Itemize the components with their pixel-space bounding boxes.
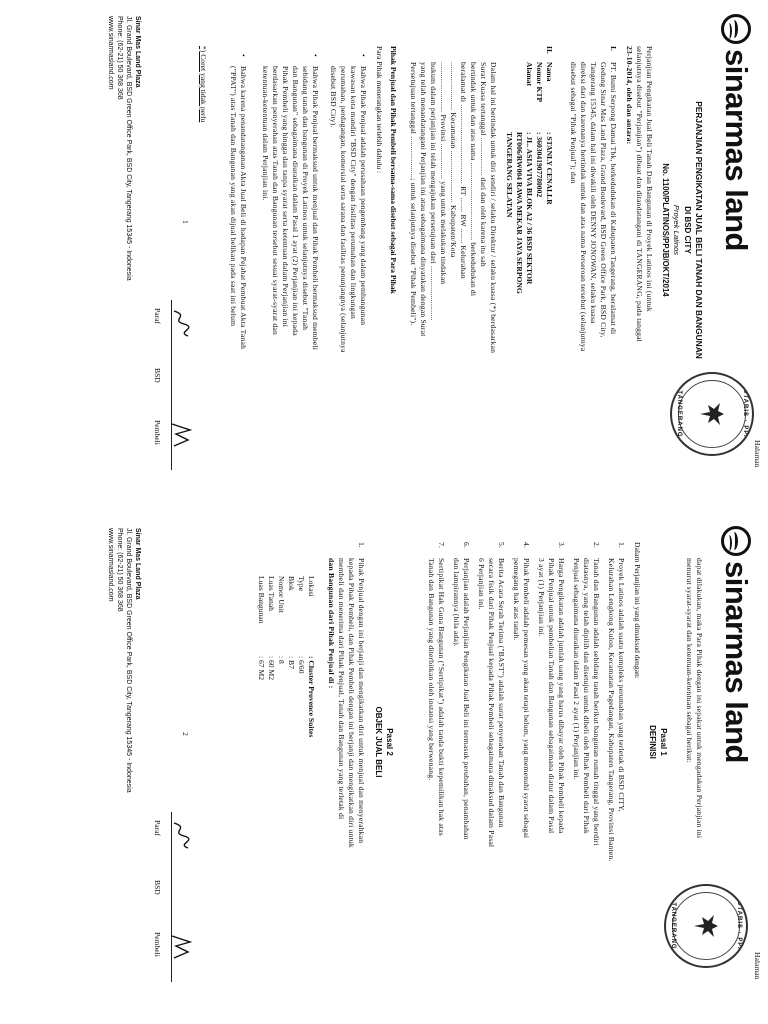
object-paragraph [326,558,366,972]
object-line: Pihak Penjual dengan ini berjanji dan mengikatkan diri untuk menjual dan menyerahkan [357,558,366,844]
article-2-title: Pasal 2 [385,728,394,756]
recitals-intro: Para Pihak menerangkan terlebih dahulu : [375,46,384,174]
definition-line: pemegang hak atas tanah. [512,558,521,641]
recital-line: Bahwa Pihak Penjual adalah perusahaan pengembang yang dalam pembangunan [359,66,368,326]
object-line: membeli dan menerima dari Pihak Penjual, Tanah dan Bangunan yang terletak di [337,558,346,820]
initial-signature-icon [168,308,194,338]
object-line: kepada Pihak Pembeli, dan Pihak Pembeli dengan ini berjanji dan mengikatkan diri untuk [347,558,356,848]
definition-item [426,542,446,972]
recital-line: ketentuan-ketentuan dalam Perjanjian ini. [261,66,270,201]
page-header-label: Halaman [753,952,762,980]
document-page-2 [0,512,768,1024]
initial-signature-icon [168,820,194,850]
definition-number: 2. [592,542,601,549]
party-2-line: beralamat di ...................................... RT ....... RW ....... Kelurahan [459,62,468,279]
definition-line: secara fisik dari Pihak Penjual kepada Pihak Pembeli sebagaimana dimaksud dalam Pasal [487,558,496,848]
footer-line: Phone: (62-21) 50 368 368 [116,528,123,612]
recital-line: dan Bangunan" sebagaimana diuraikan dalam Pasal 1 ayat (2) Perjanjian ini kepada [291,66,300,336]
object-field-label: Nomor Unit [277,576,286,613]
document-title: PERJANJIAN PENGIKATAN JUAL BELI TANAH DAN BANGUNAN [694,101,704,359]
intro-line: menurut syarat-syarat dan ketentuan-ketentuan sebagai berikut: [685,558,694,763]
footer-line: Jl. Grand Boulevard, BSD Green Office Park, BSD City, Tangerang 15345 - Indonesia [125,16,132,281]
buyer-signature-icon [168,932,194,962]
signature-block-buyer [150,420,168,445]
company-logo [718,14,754,251]
definition-item [571,542,601,972]
field-value: RT006/RW004 RAWA MEKAR JAYA SERPONG [515,132,524,294]
definition-line: Berita Acara Serah Terima ("BAST") adalah surat penyerahan Tanah dan Bangunan [497,558,506,828]
seal-bottom-text: TANGERANG [676,390,682,438]
recital-line: perumahan, perdagangan, komersial serta sarana dan fasilitas penunjangnya (selanjutnya [339,66,348,353]
footer-line: www.sinarmasland.com [107,528,114,602]
logo-text: sinarmas land [719,49,754,251]
definition-line: Pihak Penjual untuk pembelian Tanah dan Bangunan sebagaimana diatur dalam Pasal [547,558,556,834]
party-1-line: direksi dari dan karenanya bertindak untuk dan atas nama Perseroan tersebut (selanjutnya [579,62,588,352]
field-label: Alamat [525,62,534,87]
article-1-title: Pasal 1 [659,728,668,756]
footer-line: Sinar Mas Land Plaza [134,528,141,600]
definition-line: Pihak Pembeli adalah pemesan yang akan tetapi belum, yang memenuhi syarat sebagai [522,558,531,839]
signature-label: BSD [153,368,162,383]
object-field-value: : 67 M2 [257,656,266,681]
object-field-value: : Cluster Provence Suites [307,656,316,738]
party-2-line: Dalam hal ini bertindak untuk diri sendiri / selaku Direktur / selaku kuasa (*) berdasarkan [489,62,498,354]
recital-3 [228,66,248,462]
party-1-line: Gedung Sinar Mas Land Plaza, Grand Boulevard, BSD Green Office Park, BSD City, [599,62,608,338]
bullet-icon: • [359,54,368,57]
definition-line: 3 ayat (1) Perjanjian ini. [537,558,546,637]
definition-line: Perjanjian adalah Perjanjian Pengikatan Jual Beli ini termasuk perubahan, penambahan [462,558,471,840]
sinarmas-logo-icon [721,526,751,556]
page-footer [106,16,142,456]
object-line: dan Bangunan dari Pihak Penjual di : [327,558,336,689]
field-label [504,62,514,132]
bullet-icon: • [311,54,320,57]
garuda-emblem-icon [691,913,721,939]
field-value: : STANLY CENALLR [545,132,554,205]
party-2-identity [504,62,554,462]
definition-line: diatasnya, yang telah dipilih dan disetujui untuk dibeli oleh Pihak Pembeli dari Pihak [582,558,591,834]
object-field-label: Blok [287,576,296,591]
page-number: 1 [181,220,190,224]
document-number: No. 1100/PLATINOS/PPJB/OKT/2014 [661,163,670,297]
definition-item [606,542,626,972]
intro-line: Perjanjian Pengikatan Jual Beli Tanah Dan Bangunan di Proyek Latinos ini (untuk [645,46,654,312]
intro-paragraph [624,46,654,466]
recital-line: berdasarkan penyerahan atas Tanah dan Bangunan tersebut sesuai syarat-syarat dan [271,66,280,335]
signature-block-bsd [150,368,168,383]
object-field-label: Lokasi [307,576,316,597]
intro-line: 23-10-2014, oleh dan antara: [625,46,634,145]
definition-line: Sertipikat Hak Guna Bangunan ("Sertipikat") adalah tanda bukti kepemilikan hak atas [437,558,446,836]
definition-line: Harga Pengikatan adalah jumlah uang yang harus dibayar oleh Pihak Pembeli kepada [557,558,566,834]
field-value: TANGERANG SELATAN [505,132,514,218]
signature-block-paraf [150,308,168,324]
definitions-list [421,542,626,972]
party-1-paragraph [568,62,618,462]
definition-line: Penjual sebagaimana diuraikan dalam Pasal 2 ayat (1) Perjanjian ini. [572,558,581,780]
field-label: Nama [545,62,554,82]
article-1-subtitle: DEFINISI [648,725,657,759]
object-field-label: Luas Bangunan [257,576,266,624]
object-field-value: : 8 [277,656,286,664]
party-2-line: Surat Kuasa tertanggal .................. dari dan oleh karena itu sah [479,62,488,267]
party-2-line: ........................ Provinsi ................. yang untuk melakukan tindakan [439,62,448,285]
definition-number: 5. [497,542,506,549]
article-2-item-number: 1. [357,542,366,548]
party-number-1: I. [609,46,618,51]
footer-line: Phone: (62-21) 50 368 368 [116,16,123,100]
buyer-signature-icon [168,420,194,450]
footer-line: Jl. Grand Boulevard, BSD Green Office Park, BSD City, Tangerang 15345 - Indonesia [125,528,132,793]
object-field-label: Luas Tanah [267,576,276,611]
recital-line: Pihak Pembeli yang hingga dan tanpa syarat serta ketentuan dalam Perjanjian ini [281,66,290,328]
definition-line: Tanah dan Bangunan adalah sebidang tanah berikut bangunan rumah tinggal yang berdiri [592,558,601,846]
page-footer [106,528,142,968]
party-1-line: PT. Bumi Serpong Damai Tbk, berkedudukan di Kabupaten Tangerang, beralamat di [609,62,618,335]
notary-seal-stamp [670,372,754,456]
signature-label: Paraf [153,820,162,837]
footnote: *) Coret yang tidak perlu [199,46,208,123]
field-value: : JL. ASIA VIVA BLOK A2 / 36 BSD SEKTOR [525,132,534,285]
bullet-icon: • [239,54,248,57]
definition-number: 3. [557,542,566,549]
party-2-line: bertindak untuk dan atas nama ..................................... berkedudukan di [469,62,478,297]
recital-line: Bahwa Pihak Penjual bermaksud untuk menjual dan Pihak Pembeli bermaksud membeli [311,66,320,351]
seal-bottom-text: TANGERANG [670,902,676,950]
page-2-content [0,512,768,1024]
field-label [514,62,524,132]
intro-paragraph [684,558,704,878]
definition-line: 6 Perjanjian ini. [477,558,486,610]
company-logo [718,526,754,763]
footer-line: www.sinarmasland.com [107,16,114,90]
seal-top-text: NOTARIS · PPAT [736,895,742,957]
project-name: Proyek Latinos [672,204,681,256]
recital-2 [260,66,320,462]
seal-top-text: NOTARIS · PPAT [742,383,748,445]
recital-line: ("PPAT") atas Tanah dan Bangunan yang akan dijual belikan pada saat ini belum [229,66,238,327]
definition-number: 6. [462,542,471,549]
signature-label: BSD [153,880,162,895]
parties-agreement-line: Pihak Penjual dan Pihak Pembeli bersama-sama disebut sebagai Para Pihak [389,46,398,294]
party-1-line: Tangerang 15345, dalam hal ini diwakili oleh DENNY JONOWAN, selaku kuasa [589,62,598,324]
definition-number: 4. [522,542,531,549]
signature-block-paraf [150,820,168,836]
page-header-label: Halaman [753,440,762,468]
definition-number: 1. [617,542,626,549]
object-field-value: : 6/60 [297,656,306,674]
object-field-value: : 60 M2 [267,656,276,681]
definition-item [451,542,471,972]
recital-line: Bahwa karena penandatanganan Akta Jual Beli di hadapan Pejabat Pembuat Akta Tanah [239,66,248,350]
footer-line: Sinar Mas Land Plaza [134,16,141,88]
intro-line: dapat dilakukan, maka Para Pihak dengan ini sepakat untuk mengadakan Perjanjian ini [695,558,704,839]
party-2-line: yang telah menandatangani Perjanjian ini atau sebagaimana dinyatakan dengan Surat [419,62,428,337]
definition-line: Tanah dan Bangunan yang diterbitkan oleh instansi yang berwenang. [427,558,436,781]
definition-line: dan lampirannya (bila ada). [452,558,461,647]
definition-line: Proyek Latinos adalah suatu kompleks perumahan yang terletak di BSD CITY, [617,558,626,812]
signature-label: Pembeli [153,420,162,445]
intro-line: selanjutnya disebut "Perjanjian") dibuat dan ditandatangani di TANGERANG, pada tanggal [635,46,644,342]
definition-number: 7. [437,542,446,549]
party-number-2: II. [545,46,554,54]
party-2-line: hukum dalam perjanjian ini telah mengajukan persetujuan dari .......................... [429,62,438,321]
object-field-label: Type [297,576,306,592]
sinarmas-logo-icon [721,14,751,44]
recital-1 [328,66,368,462]
document-subtitle: DI BSD CITY [683,206,692,254]
recital-line: sebidang tanah dan bangunan di Proyek Latinos untuk selanjutnya disebut "Tanah [301,66,310,331]
party-2-line: ....................... Kecamatan ......................... Kabupaten/Kota [449,62,458,258]
field-value: : 3603041907780002 [535,132,544,198]
recital-line: kawasan kota mandiri "BSD City" dengan fasilitas perumahan dan lingkungan [349,66,358,319]
object-field-value: : B7 [287,656,296,669]
article-2-subtitle: OBJEK JUAL BELI [374,706,383,778]
signature-label: Paraf [153,308,162,325]
signature-block-buyer [150,932,168,957]
object-details [256,576,316,876]
signature-block-bsd [150,880,168,895]
notary-seal-stamp [664,884,748,968]
definition-item [511,542,531,972]
party-2-line: Persetujuan tertanggal ....................; untuk selanjutnya disebut "Pihak Pembeli"). [409,62,418,326]
field-label: Nomor KTP [535,62,544,103]
definition-item [476,542,506,972]
definition-item [536,542,566,972]
logo-text: sinarmas land [719,561,754,763]
recital-line: disebut BSD City). [329,66,338,128]
page-number: 2 [181,732,190,736]
signature-label: Pembeli [153,932,162,957]
garuda-emblem-icon [697,401,727,427]
definition-line: Kelurahan Lengkong Kulon, Kecamatan Pagedangan, Kabupaten Tangerang, Provinsi Banten. [607,558,616,862]
definitions-intro: Dalam Perjanjian ini yang dimaksud dengan: [633,542,642,679]
party-2-paragraph [408,62,498,462]
party-1-line: disebut sebagai "Pihak Penjual"); dan [569,62,578,184]
